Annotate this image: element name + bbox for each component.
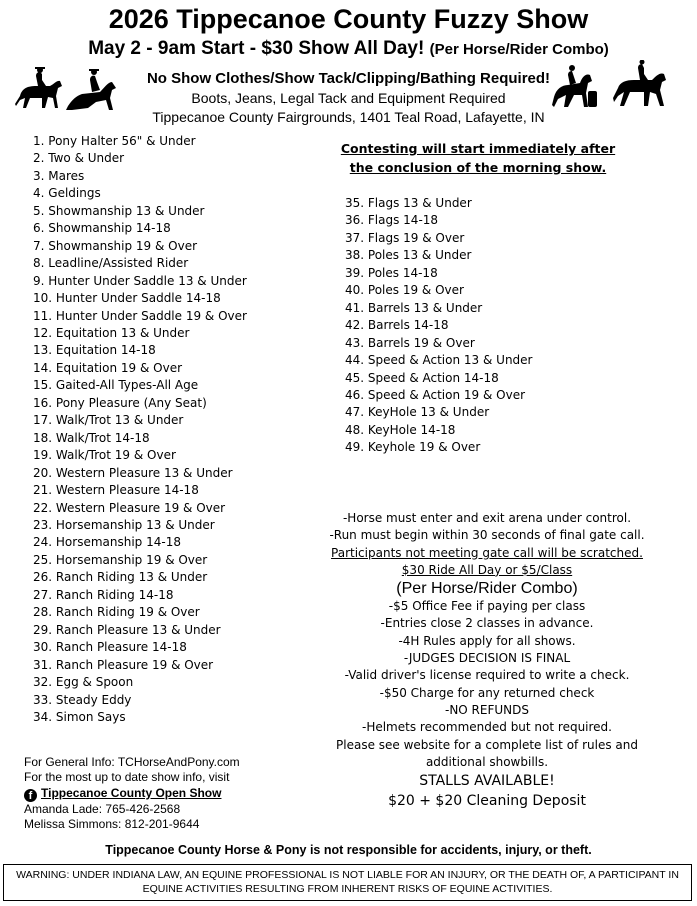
no-show-clothes-notice: No Show Clothes/Show Tack/Clipping/Bathing Required! — [146, 70, 551, 87]
stalls-price: $20 + $20 Cleaning Deposit — [388, 793, 586, 810]
list-item: 18. Walk/Trot 14-18 — [33, 430, 150, 445]
rule-item: -$50 Charge for any returned check — [379, 685, 595, 700]
list-item: 16. Pony Pleasure (Any Seat) — [33, 395, 207, 410]
list-item: 36. Flags 14-18 — [345, 213, 439, 228]
rule-item: -$5 Office Fee if paying per class — [388, 599, 586, 614]
rule-item: $30 Ride All Day or $5/Class — [401, 562, 573, 577]
rule-item: (Per Horse/Rider Combo) — [396, 580, 578, 598]
rule-item: -Valid driver's license required to write a check. — [344, 668, 630, 683]
list-item: 2. Two & Under — [33, 151, 125, 166]
facebook-line — [24, 786, 240, 802]
list-item: 31. Ranch Pleasure 19 & Over — [33, 657, 214, 672]
list-item: 34. Simon Says — [33, 709, 126, 724]
list-item: 29. Ranch Pleasure 13 & Under — [33, 622, 221, 637]
rule-item: additional showbills. — [425, 754, 549, 769]
list-item: 22. Western Pleasure 19 & Over — [33, 500, 226, 515]
list-item: 35. Flags 13 & Under — [345, 196, 472, 210]
list-item: 5. Showmanship 13 & Under — [33, 203, 205, 218]
requirements-text: Boots, Jeans, Legal Tack and Equipment Required — [191, 90, 506, 106]
liability-disclaimer: Tippecanoe County Horse & Pony is not responsible for accidents, injury, or theft. — [105, 843, 592, 857]
list-item: 10. Hunter Under Saddle 14-18 — [33, 291, 221, 306]
list-item: 1. Pony Halter 56" & Under — [33, 134, 196, 148]
contesting-note-line2: the conclusion of the morning show. — [349, 160, 607, 175]
english-horse-rider-icon — [612, 60, 670, 110]
list-item: 23. Horsemanship 13 & Under — [33, 517, 215, 532]
list-item: 26. Ranch Riding 13 & Under — [33, 570, 208, 585]
contesting-note-line1: Contesting will start immediately after — [340, 141, 616, 156]
list-item: 8. Leadline/Assisted Rider — [33, 256, 189, 271]
list-item: 7. Showmanship 19 & Over — [33, 238, 198, 253]
list-item: 30. Ranch Pleasure 14-18 — [33, 640, 187, 655]
list-item: 43. Barrels 19 & Over — [345, 335, 475, 350]
subtitle-main: May 2 - 9am Start - $30 Show All Day! — [88, 38, 425, 59]
barrel-racer-icon — [550, 63, 598, 111]
list-item: 49. Keyhole 19 & Over — [345, 440, 481, 455]
subtitle-combo: (Per Horse/Rider Combo) — [429, 41, 609, 58]
show-subtitle — [0, 38, 697, 61]
list-item: 33. Steady Eddy — [33, 692, 132, 707]
website-link[interactable]: TCHorseAndPony.com — [117, 755, 240, 769]
contesting-note — [338, 139, 618, 177]
rule-item: Participants not meeting gate call will be scratched. — [331, 545, 643, 560]
equine-warning-text: WARNING: UNDER INDIANA LAW, AN EQUINE PROFESSIONAL IS NOT LIABLE FOR AN INJURY, OR THE DEATH OF, A PARTICIPANT IN EQUINE ACTIVITIES RESULTING FROM INHERENT RISKS OF EQUINE ACTIVITIES. — [16, 869, 679, 895]
reining-horse-rider-icon — [66, 66, 118, 112]
facebook-page-link[interactable]: Tippecanoe County Open Show — [41, 785, 222, 800]
list-item: 4. Geldings — [33, 186, 101, 201]
rule-item: -Entries close 2 classes in advance. — [380, 616, 594, 631]
list-item: 42. Barrels 14-18 — [345, 318, 449, 333]
rule-item: -NO REFUNDS — [444, 702, 529, 717]
list-item: 20. Western Pleasure 13 & Under — [33, 465, 233, 480]
list-item: 19. Walk/Trot 19 & Over — [33, 448, 176, 463]
location-text: Tippecanoe County Fairgrounds, 1401 Teal Road, Lafayette, IN — [152, 109, 545, 125]
updates-text: For the most up to date show info, visit — [24, 770, 230, 785]
contact-info — [24, 755, 240, 832]
facebook-icon: f — [24, 789, 37, 802]
stalls-available: STALLS AVAILABLE! — [419, 773, 555, 790]
list-item: 3. Mares — [33, 168, 85, 183]
rules-list — [322, 510, 652, 811]
contesting-class-list — [345, 195, 532, 457]
list-item: 24. Horsemanship 14-18 — [33, 535, 181, 550]
list-item: 6. Showmanship 14-18 — [33, 221, 171, 236]
list-item: 44. Speed & Action 13 & Under — [345, 353, 533, 368]
rule-item: -4H Rules apply for all shows. — [398, 633, 576, 648]
list-item: 28. Ranch Riding 19 & Over — [33, 605, 200, 620]
list-item: 38. Poles 13 & Under — [345, 248, 472, 263]
page-title: 2026 Tippecanoe County Fuzzy Show — [108, 4, 589, 34]
list-item: 11. Hunter Under Saddle 19 & Over — [33, 308, 247, 323]
list-item: 41. Barrels 13 & Under — [345, 300, 483, 315]
list-item: 32. Egg & Spoon — [33, 675, 134, 690]
general-info-line — [24, 755, 240, 770]
equine-warning-box — [3, 864, 692, 901]
list-item: 14. Equitation 19 & Over — [33, 360, 183, 375]
list-item: 46. Speed & Action 19 & Over — [345, 387, 526, 402]
list-item: 13. Equitation 14-18 — [33, 343, 156, 358]
rule-item: -Helmets recommended but not required. — [361, 720, 612, 735]
rule-item: -Horse must enter and exit arena under control. — [342, 511, 632, 525]
list-item: 17. Walk/Trot 13 & Under — [33, 413, 184, 428]
list-item: 48. KeyHole 14-18 — [345, 422, 456, 437]
contact-melissa: Melissa Simmons: 812-201-9644 — [24, 816, 200, 831]
list-item: 21. Western Pleasure 14-18 — [33, 483, 199, 498]
list-item: 37. Flags 19 & Over — [345, 230, 465, 245]
list-item: 9. Hunter Under Saddle 13 & Under — [33, 273, 247, 288]
list-item: 40. Poles 19 & Over — [345, 283, 464, 298]
list-item: 47. KeyHole 13 & Under — [345, 405, 490, 420]
rule-item: Please see website for a complete list of rules and — [336, 737, 638, 752]
list-item: 12. Equitation 13 & Under — [33, 325, 190, 340]
general-info-label: For General Info: — [24, 755, 115, 769]
rule-item: -JUDGES DECISION IS FINAL — [403, 651, 571, 666]
rule-item: -Run must begin within 30 seconds of final gate call. — [329, 528, 645, 543]
list-item: 39. Poles 14-18 — [345, 265, 438, 280]
contact-amanda: Amanda Lade: 765-426-2568 — [24, 801, 181, 816]
list-item: 45. Speed & Action 14-18 — [345, 370, 499, 385]
list-item: 15. Gaited-All Types-All Age — [33, 378, 199, 393]
morning-class-list — [33, 133, 247, 726]
list-item: 27. Ranch Riding 14-18 — [33, 587, 174, 602]
list-item: 25. Horsemanship 19 & Over — [33, 552, 208, 567]
western-horse-rider-icon — [14, 66, 64, 112]
